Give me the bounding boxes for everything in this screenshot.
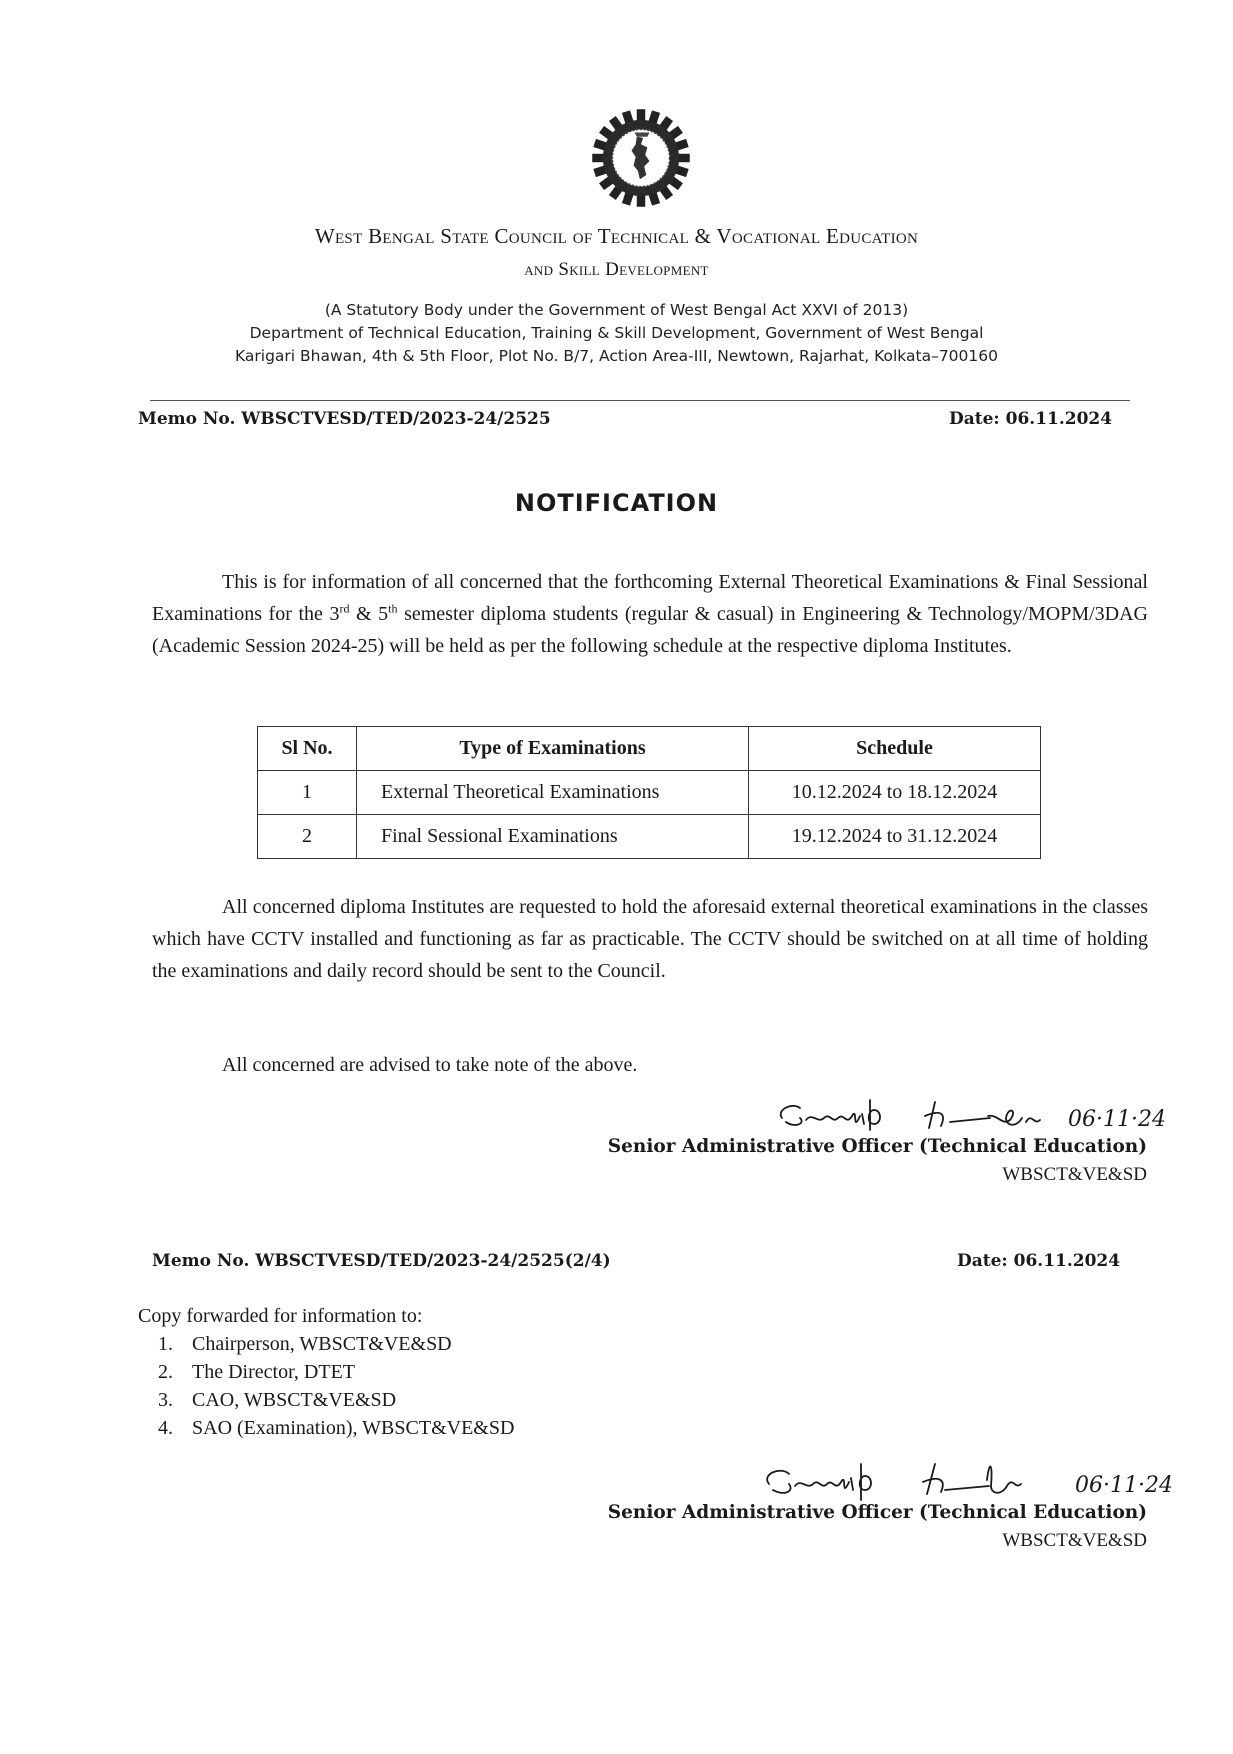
- department-line: Department of Technical Education, Training & Skill Development, Government of West Bengal: [249, 324, 984, 342]
- signatory-title: Senior Administrative Officer (Technical Education): [607, 1136, 1147, 1157]
- address-line: Karigari Bhawan, 4th & 5th Floor, Plot No. B/7, Action Area-III, Newtown, Rajarhat, Kolkata–700160: [235, 347, 998, 365]
- forward-memo-date: Date: 06.11.2024: [957, 1251, 1121, 1271]
- sl-no-cell: 2: [258, 815, 357, 859]
- memo-date: Date: 06.11.2024: [949, 409, 1113, 429]
- table-header-row: [258, 727, 1041, 771]
- copy-forwarded-section: [138, 1302, 514, 1442]
- memo-number: Memo No. WBSCTVESD/TED/2023-24/2525: [138, 409, 551, 429]
- closing-paragraph: All concerned are advised to take note of the above.: [222, 1054, 638, 1076]
- org-name-line2: and Skill Development: [524, 259, 709, 280]
- forward-memo-number: Memo No. WBSCTVESD/TED/2023-24/2525(2/4): [152, 1251, 611, 1271]
- handwritten-signature: [770, 1088, 1166, 1140]
- svg-text:06·11·24: 06·11·24: [1075, 1473, 1173, 1498]
- list-item: 4. SAO (Examination), WBSCT&VE&SD: [158, 1417, 515, 1439]
- copy-intro: Copy forwarded for information to:: [138, 1305, 423, 1327]
- svg-text:06·11·24: 06·11·24: [1068, 1107, 1166, 1132]
- cctv-paragraph: All concerned diploma Institutes are requested to hold the aforesaid external theoretical examinations in the classes which have CCTV installed and functioning as far as practicable. The CCTV should be switched on at all time of holding the examinations and daily record should be sent to the Council.: [152, 896, 1148, 982]
- table-row: [258, 815, 1041, 859]
- exam-type-cell: External Theoretical Examinations: [357, 771, 749, 815]
- list-item: 1. Chairperson, WBSCT&VE&SD: [158, 1333, 452, 1355]
- schedule-cell: 19.12.2024 to 31.12.2024: [749, 815, 1041, 859]
- handwritten-signature-2: [755, 1450, 1173, 1510]
- notification-title: NOTIFICATION: [514, 489, 719, 517]
- signatory-title-2: Senior Administrative Officer (Technical Education): [607, 1502, 1147, 1523]
- council-logo: [588, 105, 694, 211]
- signatory-org-2: WBSCT&VE&SD: [1002, 1530, 1147, 1551]
- org-name-line1: West Bengal State Council of Technical & Vocational Education: [314, 224, 919, 248]
- exam-type-cell: Final Sessional Examinations: [357, 815, 749, 859]
- statutory-line: (A Statutory Body under the Government of West Bengal Act XXVI of 2013): [324, 301, 909, 319]
- sl-no-cell: 1: [258, 771, 357, 815]
- signatory-org: WBSCT&VE&SD: [1002, 1164, 1147, 1185]
- list-item: 2. The Director, DTET: [158, 1361, 356, 1383]
- schedule-cell: 10.12.2024 to 18.12.2024: [749, 771, 1041, 815]
- column-header: Type of Examinations: [357, 727, 749, 771]
- table-row: [258, 771, 1041, 815]
- recipient-list: [138, 1330, 514, 1442]
- schedule-table: [257, 726, 1041, 859]
- list-item: 3. CAO, WBSCT&VE&SD: [158, 1389, 397, 1411]
- column-header: Sl No.: [258, 727, 357, 771]
- column-header: Schedule: [749, 727, 1041, 771]
- intro-paragraph: This is for information of all concerned that the forthcoming External Theoretical Examinations & Final Sessional Examinations for the 3rd & 5th semester diploma students (regular & casual) in Engineering & Technology/MOPM/3DAG (Academic Session 2024-25) will be held as per the following schedule at the respective diploma Institutes.: [152, 571, 1148, 657]
- header-divider: [150, 400, 1130, 401]
